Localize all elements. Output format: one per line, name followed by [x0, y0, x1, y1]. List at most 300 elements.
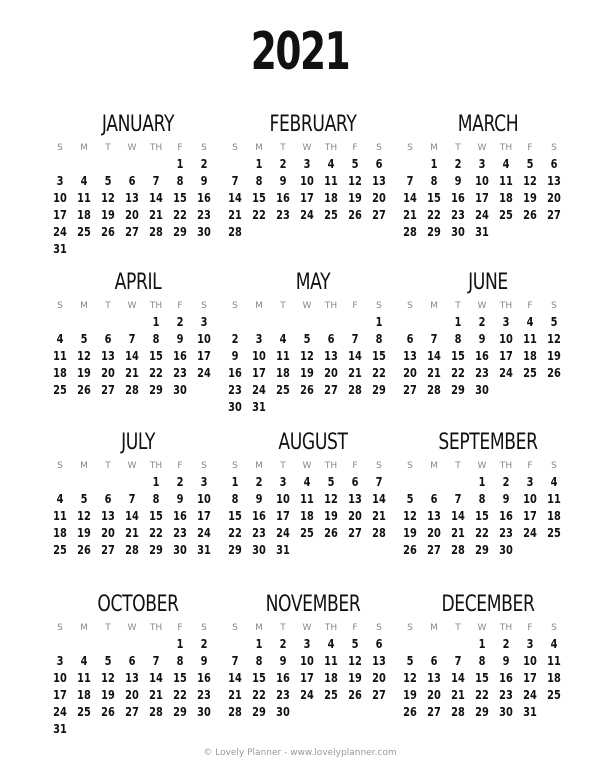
day-cell: 28	[149, 225, 163, 239]
day-cell: 29	[451, 383, 465, 397]
weekday-label: S	[407, 301, 413, 311]
empty-day-cell	[122, 314, 142, 331]
day-cell: 3	[200, 315, 208, 329]
weekday-label: F	[177, 461, 183, 471]
day-cell: 18	[300, 509, 314, 523]
week-row	[48, 156, 216, 173]
day-cell: 3	[279, 475, 287, 489]
day-cell: 28	[403, 225, 417, 239]
day-cell: 17	[53, 688, 67, 702]
month-november	[223, 592, 391, 721]
day-cell: 18	[77, 688, 91, 702]
week-row	[223, 207, 391, 224]
day-cell: 20	[427, 688, 441, 702]
day-cell: 8	[478, 492, 486, 506]
day-cell: 1	[430, 157, 438, 171]
day-cell: 25	[53, 543, 67, 557]
week-row	[398, 491, 566, 508]
day-cell: 14	[451, 671, 465, 685]
day-cell: 10	[300, 174, 314, 188]
week-row	[48, 314, 216, 331]
month-name: MARCH	[457, 112, 519, 137]
empty-day-cell	[146, 156, 166, 173]
weekday-label: T	[280, 301, 286, 311]
day-cell: 30	[173, 383, 187, 397]
week-row	[223, 314, 391, 331]
weekday-label: S	[201, 143, 207, 153]
empty-day-cell	[146, 721, 166, 738]
empty-day-cell	[321, 704, 341, 721]
weekday-label: F	[527, 143, 533, 153]
weekday-label: S	[232, 301, 238, 311]
day-cell: 12	[523, 174, 537, 188]
day-cell: 26	[77, 383, 91, 397]
weekday-label: T	[280, 461, 286, 471]
week-row	[48, 241, 216, 258]
day-cell: 2	[255, 475, 263, 489]
day-cell: 19	[101, 688, 115, 702]
day-cell: 24	[197, 526, 211, 540]
weekday-header	[398, 458, 566, 474]
day-cell: 1	[478, 475, 486, 489]
day-cell: 12	[547, 332, 561, 346]
empty-day-cell	[496, 224, 516, 241]
day-cell: 28	[149, 705, 163, 719]
empty-day-cell	[321, 542, 341, 559]
day-cell: 29	[372, 383, 386, 397]
day-cell: 22	[149, 526, 163, 540]
day-cell: 26	[403, 543, 417, 557]
empty-day-cell	[297, 314, 317, 331]
day-cell: 5	[351, 637, 359, 651]
day-cell: 9	[502, 654, 510, 668]
day-cell: 13	[101, 349, 115, 363]
empty-day-cell	[273, 399, 293, 416]
week-row	[223, 224, 391, 241]
day-cell: 4	[56, 492, 64, 506]
empty-day-cell	[50, 636, 70, 653]
day-cell: 31	[475, 225, 489, 239]
day-cell: 22	[475, 526, 489, 540]
empty-day-cell	[544, 224, 564, 241]
day-cell: 24	[300, 688, 314, 702]
day-cell: 18	[53, 366, 67, 380]
weekday-label: W	[127, 143, 137, 153]
day-cell: 13	[372, 654, 386, 668]
day-cell: 9	[231, 349, 239, 363]
day-cell: 8	[176, 654, 184, 668]
weekday-label: TH	[149, 623, 163, 633]
day-cell: 10	[300, 654, 314, 668]
empty-day-cell	[321, 399, 341, 416]
day-cell: 6	[351, 475, 359, 489]
day-cell: 11	[276, 349, 290, 363]
day-cell: 11	[77, 671, 91, 685]
month-name: FEBRUARY	[269, 112, 357, 137]
day-cell: 15	[173, 671, 187, 685]
empty-day-cell	[74, 314, 94, 331]
week-row	[398, 156, 566, 173]
day-cell: 29	[252, 705, 266, 719]
day-cell: 20	[324, 366, 338, 380]
day-cell: 9	[279, 654, 287, 668]
month-september	[398, 430, 566, 559]
day-cell: 26	[77, 543, 91, 557]
day-cell: 12	[300, 349, 314, 363]
month-name: APRIL	[114, 270, 162, 295]
day-cell: 1	[375, 315, 383, 329]
day-cell: 20	[403, 366, 417, 380]
day-cell: 18	[53, 526, 67, 540]
empty-day-cell	[424, 314, 444, 331]
empty-day-cell	[544, 382, 564, 399]
day-cell: 6	[104, 332, 112, 346]
empty-day-cell	[400, 636, 420, 653]
weekday-label: S	[551, 623, 557, 633]
day-cell: 5	[80, 332, 88, 346]
day-cell: 30	[197, 225, 211, 239]
empty-day-cell	[249, 224, 269, 241]
day-cell: 6	[430, 492, 438, 506]
day-cell: 10	[475, 174, 489, 188]
day-cell: 17	[276, 509, 290, 523]
day-cell: 25	[324, 688, 338, 702]
weekday-label: T	[105, 623, 111, 633]
week-row	[223, 542, 391, 559]
day-cell: 5	[104, 654, 112, 668]
day-cell: 7	[406, 174, 414, 188]
weekday-label: M	[430, 623, 438, 633]
day-cell: 17	[53, 208, 67, 222]
week-row	[48, 525, 216, 542]
day-cell: 24	[252, 383, 266, 397]
day-cell: 8	[375, 332, 383, 346]
empty-day-cell	[225, 636, 245, 653]
day-cell: 12	[348, 654, 362, 668]
day-cell: 19	[547, 349, 561, 363]
day-cell: 15	[252, 671, 266, 685]
day-cell: 2	[200, 637, 208, 651]
day-cell: 16	[197, 671, 211, 685]
day-cell: 3	[526, 637, 534, 651]
day-cell: 17	[252, 366, 266, 380]
day-cell: 8	[454, 332, 462, 346]
empty-day-cell	[146, 241, 166, 258]
day-cell: 3	[478, 157, 486, 171]
day-cell: 20	[427, 526, 441, 540]
day-cell: 10	[523, 492, 537, 506]
day-cell: 8	[430, 174, 438, 188]
empty-day-cell	[98, 314, 118, 331]
day-cell: 17	[499, 349, 513, 363]
empty-day-cell	[122, 241, 142, 258]
weekday-header	[398, 140, 566, 156]
day-cell: 7	[128, 332, 136, 346]
week-row	[398, 224, 566, 241]
day-cell: 10	[499, 332, 513, 346]
day-cell: 20	[125, 688, 139, 702]
day-cell: 16	[197, 191, 211, 205]
day-cell: 28	[348, 383, 362, 397]
day-cell: 11	[77, 191, 91, 205]
day-cell: 9	[279, 174, 287, 188]
weekday-label: T	[105, 143, 111, 153]
empty-day-cell	[122, 474, 142, 491]
weekday-label: F	[177, 301, 183, 311]
day-cell: 14	[125, 349, 139, 363]
week-row	[398, 687, 566, 704]
day-cell: 12	[403, 509, 417, 523]
day-cell: 21	[427, 366, 441, 380]
week-row	[48, 670, 216, 687]
weekday-label: TH	[149, 143, 163, 153]
empty-day-cell	[273, 224, 293, 241]
empty-day-cell	[273, 314, 293, 331]
weekday-label: M	[255, 623, 263, 633]
calendar-year-title: 2021	[250, 22, 350, 82]
day-cell: 23	[252, 526, 266, 540]
day-cell: 9	[200, 654, 208, 668]
day-cell: 27	[348, 526, 362, 540]
day-cell: 27	[125, 225, 139, 239]
day-cell: 6	[430, 654, 438, 668]
day-cell: 29	[427, 225, 441, 239]
week-row	[48, 491, 216, 508]
day-cell: 13	[547, 174, 561, 188]
weekday-label: T	[455, 623, 461, 633]
day-cell: 9	[255, 492, 263, 506]
day-cell: 16	[252, 509, 266, 523]
week-row	[48, 331, 216, 348]
day-cell: 20	[101, 526, 115, 540]
day-cell: 21	[149, 688, 163, 702]
day-cell: 5	[526, 157, 534, 171]
day-cell: 11	[523, 332, 537, 346]
weekday-label: M	[80, 301, 88, 311]
day-cell: 3	[303, 157, 311, 171]
day-cell: 21	[451, 526, 465, 540]
empty-day-cell	[194, 241, 214, 258]
day-cell: 9	[502, 492, 510, 506]
week-row	[398, 525, 566, 542]
day-cell: 1	[176, 637, 184, 651]
day-cell: 18	[276, 366, 290, 380]
day-cell: 16	[499, 671, 513, 685]
weekday-label: F	[352, 143, 358, 153]
day-cell: 22	[149, 366, 163, 380]
day-cell: 29	[475, 705, 489, 719]
day-cell: 7	[231, 174, 239, 188]
empty-day-cell	[520, 542, 540, 559]
day-cell: 2	[176, 315, 184, 329]
day-cell: 23	[173, 366, 187, 380]
day-cell: 6	[104, 492, 112, 506]
weekday-label: S	[232, 461, 238, 471]
day-cell: 19	[523, 191, 537, 205]
week-row	[398, 365, 566, 382]
day-cell: 7	[351, 332, 359, 346]
empty-day-cell	[98, 241, 118, 258]
day-cell: 28	[125, 383, 139, 397]
day-cell: 15	[427, 191, 441, 205]
week-row	[223, 399, 391, 416]
day-cell: 3	[200, 475, 208, 489]
day-cell: 3	[303, 637, 311, 651]
day-cell: 14	[403, 191, 417, 205]
day-cell: 20	[547, 191, 561, 205]
empty-day-cell	[369, 704, 389, 721]
day-cell: 26	[523, 208, 537, 222]
day-cell: 4	[303, 475, 311, 489]
empty-day-cell	[74, 474, 94, 491]
day-cell: 11	[53, 349, 67, 363]
week-row	[223, 508, 391, 525]
day-cell: 12	[77, 509, 91, 523]
empty-day-cell	[400, 474, 420, 491]
day-cell: 28	[125, 543, 139, 557]
weekday-label: W	[477, 623, 487, 633]
day-cell: 25	[77, 705, 91, 719]
weekday-label: S	[551, 143, 557, 153]
day-cell: 4	[550, 637, 558, 651]
weekday-label: S	[57, 143, 63, 153]
day-cell: 28	[451, 543, 465, 557]
day-cell: 27	[403, 383, 417, 397]
month-february	[223, 112, 391, 241]
day-cell: 4	[279, 332, 287, 346]
day-cell: 27	[101, 383, 115, 397]
empty-day-cell	[225, 314, 245, 331]
empty-day-cell	[345, 704, 365, 721]
weekday-label: TH	[149, 461, 163, 471]
week-row	[223, 687, 391, 704]
day-cell: 12	[324, 492, 338, 506]
day-cell: 26	[403, 705, 417, 719]
weekday-label: T	[455, 301, 461, 311]
weekday-label: F	[177, 623, 183, 633]
day-cell: 19	[77, 526, 91, 540]
day-cell: 16	[276, 671, 290, 685]
day-cell: 31	[276, 543, 290, 557]
day-cell: 15	[228, 509, 242, 523]
day-cell: 19	[324, 509, 338, 523]
day-cell: 1	[176, 157, 184, 171]
day-cell: 17	[300, 671, 314, 685]
day-cell: 25	[300, 526, 314, 540]
day-cell: 13	[348, 492, 362, 506]
empty-day-cell	[74, 636, 94, 653]
day-cell: 8	[255, 174, 263, 188]
day-cell: 28	[228, 705, 242, 719]
day-cell: 31	[523, 705, 537, 719]
weekday-label: TH	[324, 461, 338, 471]
day-cell: 2	[478, 315, 486, 329]
day-cell: 10	[53, 671, 67, 685]
weekday-label: T	[105, 301, 111, 311]
day-cell: 19	[101, 208, 115, 222]
day-cell: 22	[372, 366, 386, 380]
day-cell: 20	[101, 366, 115, 380]
day-cell: 20	[125, 208, 139, 222]
empty-day-cell	[369, 224, 389, 241]
day-cell: 10	[276, 492, 290, 506]
day-cell: 19	[403, 526, 417, 540]
day-cell: 21	[372, 509, 386, 523]
day-cell: 2	[502, 637, 510, 651]
weekday-label: TH	[149, 301, 163, 311]
empty-day-cell	[225, 156, 245, 173]
day-cell: 17	[523, 509, 537, 523]
day-cell: 3	[502, 315, 510, 329]
week-row	[48, 207, 216, 224]
day-cell: 25	[523, 366, 537, 380]
day-cell: 23	[173, 526, 187, 540]
weekday-label: F	[527, 301, 533, 311]
week-row	[48, 224, 216, 241]
day-cell: 29	[475, 543, 489, 557]
day-cell: 21	[403, 208, 417, 222]
day-cell: 23	[475, 366, 489, 380]
day-cell: 28	[228, 225, 242, 239]
month-may	[223, 270, 391, 416]
day-cell: 26	[324, 526, 338, 540]
empty-day-cell	[74, 156, 94, 173]
weekday-label: W	[477, 301, 487, 311]
weekday-label: S	[407, 623, 413, 633]
day-cell: 14	[372, 492, 386, 506]
day-cell: 13	[372, 174, 386, 188]
day-cell: 13	[427, 671, 441, 685]
day-cell: 25	[77, 225, 91, 239]
day-cell: 14	[228, 191, 242, 205]
day-cell: 15	[173, 191, 187, 205]
week-row	[223, 382, 391, 399]
month-june	[398, 270, 566, 399]
day-cell: 5	[406, 492, 414, 506]
empty-day-cell	[146, 636, 166, 653]
day-cell: 24	[53, 705, 67, 719]
empty-day-cell	[122, 636, 142, 653]
weekday-label: W	[477, 143, 487, 153]
day-cell: 26	[101, 705, 115, 719]
week-row	[48, 721, 216, 738]
day-cell: 23	[228, 383, 242, 397]
empty-day-cell	[345, 314, 365, 331]
weekday-header	[223, 298, 391, 314]
day-cell: 24	[499, 366, 513, 380]
day-cell: 2	[231, 332, 239, 346]
day-cell: 14	[149, 191, 163, 205]
weekday-label: TH	[324, 623, 338, 633]
day-cell: 30	[475, 383, 489, 397]
day-cell: 24	[300, 208, 314, 222]
month-march	[398, 112, 566, 241]
month-name: MAY	[295, 270, 331, 295]
day-cell: 16	[173, 349, 187, 363]
weekday-label: M	[80, 143, 88, 153]
week-row	[48, 636, 216, 653]
day-cell: 19	[348, 191, 362, 205]
day-cell: 8	[152, 332, 160, 346]
day-cell: 27	[101, 543, 115, 557]
weekday-label: W	[127, 301, 137, 311]
day-cell: 13	[324, 349, 338, 363]
day-cell: 24	[475, 208, 489, 222]
day-cell: 17	[300, 191, 314, 205]
day-cell: 29	[149, 543, 163, 557]
weekday-label: F	[352, 301, 358, 311]
week-row	[398, 508, 566, 525]
